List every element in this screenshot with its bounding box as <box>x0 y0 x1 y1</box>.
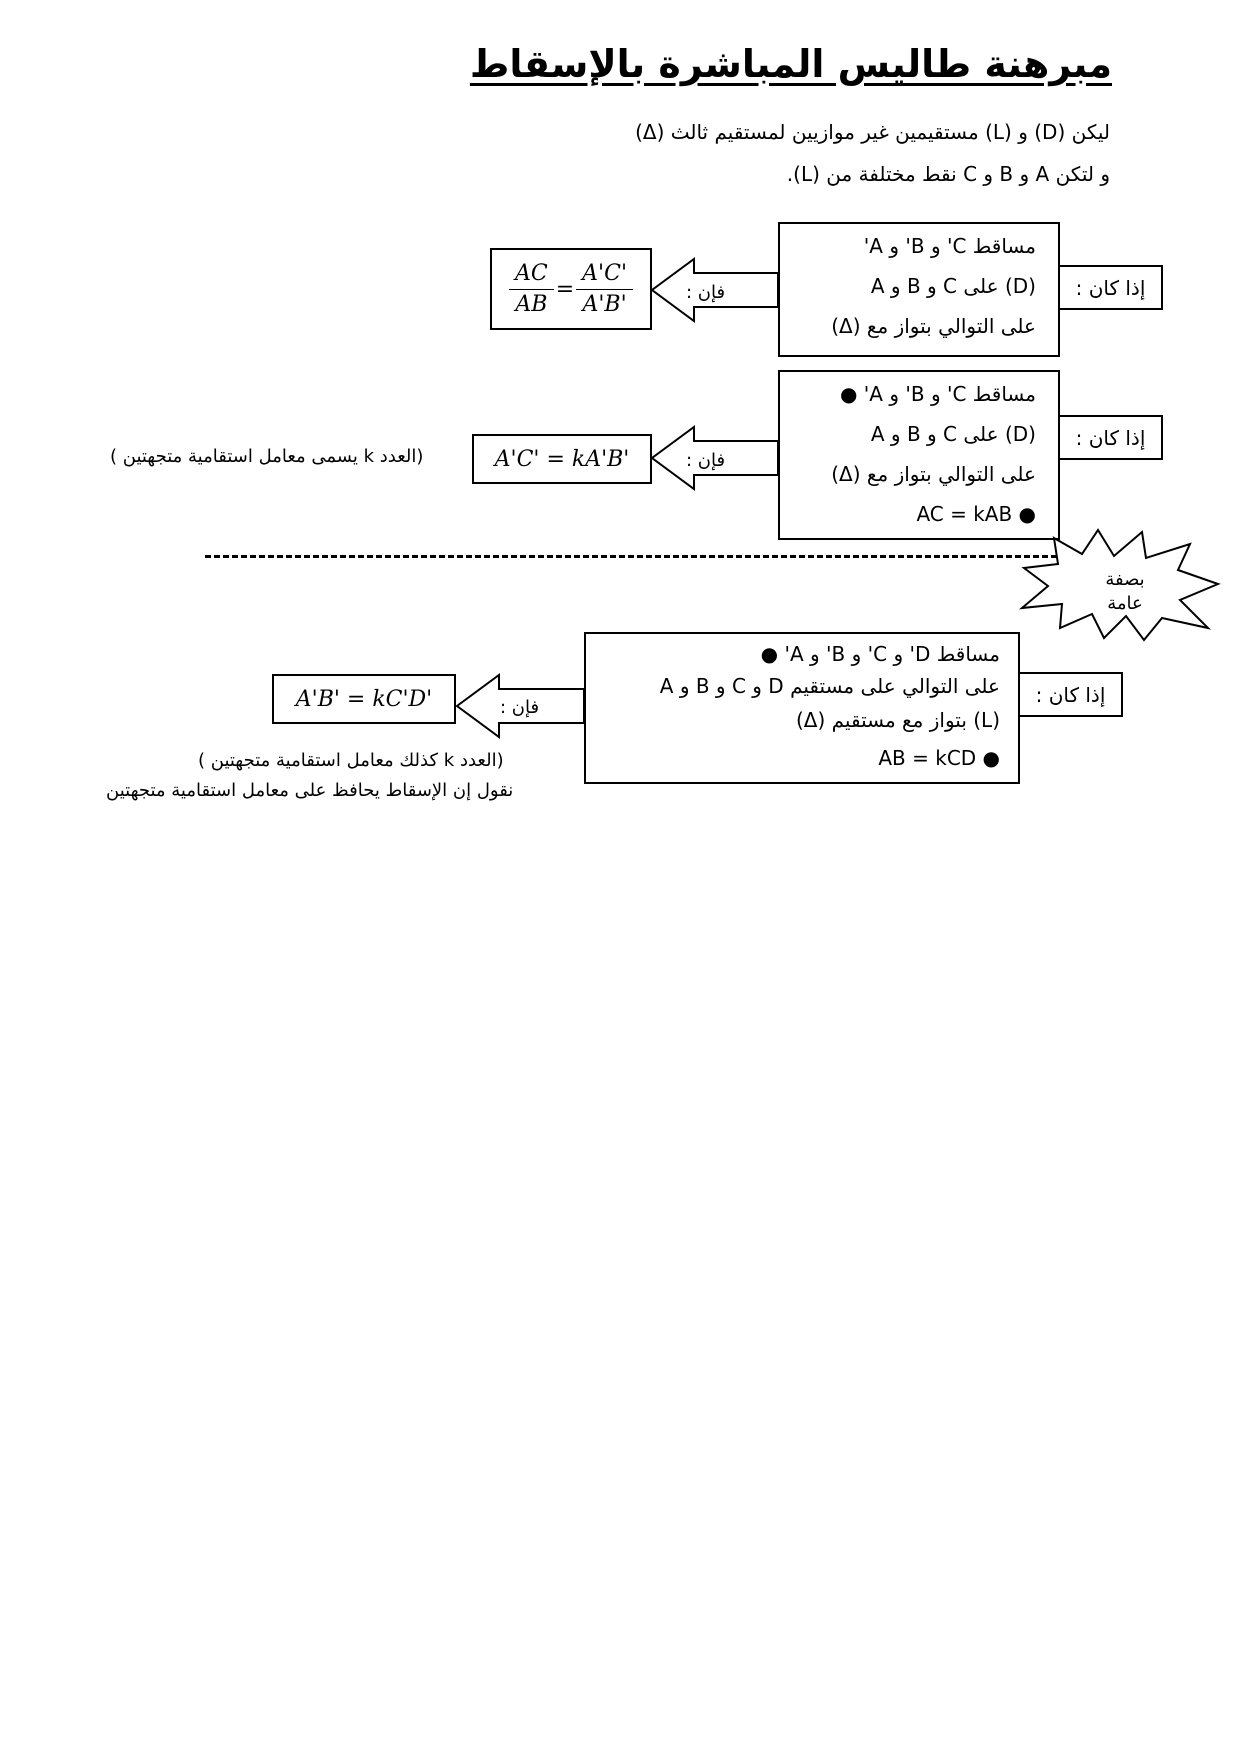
case-3-conditions-box <box>584 632 1020 784</box>
case-3-if-label: إذا كان : <box>1018 672 1123 717</box>
case-1-conditions-box <box>778 222 1060 357</box>
intro-line-1: ليكن (D) و (L) مستقيمين غير موازيين لمستقيم ثالث (Δ) <box>635 120 1110 144</box>
case-1-result <box>490 248 652 330</box>
starburst-line-1: بصفة <box>1105 569 1145 590</box>
case-1-condition-2: A و B و C على (D) <box>870 274 1036 298</box>
starburst-line-2: عامة <box>1107 593 1143 614</box>
case-1-fraction-left-denominator: AB <box>515 291 548 317</box>
case-1-fraction-right <box>576 259 633 320</box>
case-3-note-2: نقول إن الإسقاط يحافظ على معامل استقامية متجهتين <box>106 780 514 801</box>
case-2-condition-4: AC = kAB ● <box>916 502 1036 526</box>
case-1-condition-1: 'A و 'B و 'C مساقط <box>863 234 1036 258</box>
case-2-condition-1: ● 'A و 'B و 'C مساقط <box>839 382 1036 406</box>
case-3-note-1: (العدد k كذلك معامل استقامية متجهتين ) <box>198 750 504 771</box>
case-2-if-label: إذا كان : <box>1058 415 1163 460</box>
intro-line-2: و لتكن A و B و C نقط مختلفة من (L). <box>786 162 1110 186</box>
case-1-then-label: فإن : <box>686 282 726 303</box>
case-2-note: (العدد k يسمى معامل استقامية متجهتين ) <box>110 446 424 467</box>
case-3-then-label: فإن : <box>500 697 540 718</box>
case-3-condition-2: A و B و C و D على التوالي على مستقيم <box>659 674 1000 698</box>
case-3-result: A'B' = kC'D' <box>272 674 456 724</box>
case-2-condition-2: A و B و C على (D) <box>870 422 1036 446</box>
case-1-fraction-right-denominator: A'B' <box>582 291 627 317</box>
case-2-result: A'C' = kA'B' <box>472 434 652 484</box>
case-1-if-label: إذا كان : <box>1058 265 1163 310</box>
case-1-fraction-right-numerator: A'C' <box>576 259 633 290</box>
case-3-condition-3: (Δ) بتواز مع مستقيم (L) <box>795 708 1000 732</box>
case-2-then-label: فإن : <box>686 450 726 471</box>
starburst-text <box>1085 568 1165 616</box>
section-divider <box>205 555 1075 558</box>
case-1-fraction-left <box>509 259 554 320</box>
case-1-condition-3: على التوالي بتواز مع (Δ) <box>831 314 1036 338</box>
page-title: مبرهنة طاليس المباشرة بالإسقاط <box>469 42 1112 86</box>
case-3-condition-1: ● 'A و 'B و 'C و 'D مساقط <box>760 642 1000 666</box>
case-1-equals-sign: = <box>555 276 575 302</box>
case-3-condition-4: AB = kCD ● <box>878 746 1000 770</box>
case-1-fraction-left-numerator: AC <box>509 259 554 290</box>
case-2-conditions-box <box>778 370 1060 540</box>
case-2-condition-3: على التوالي بتواز مع (Δ) <box>831 462 1036 486</box>
